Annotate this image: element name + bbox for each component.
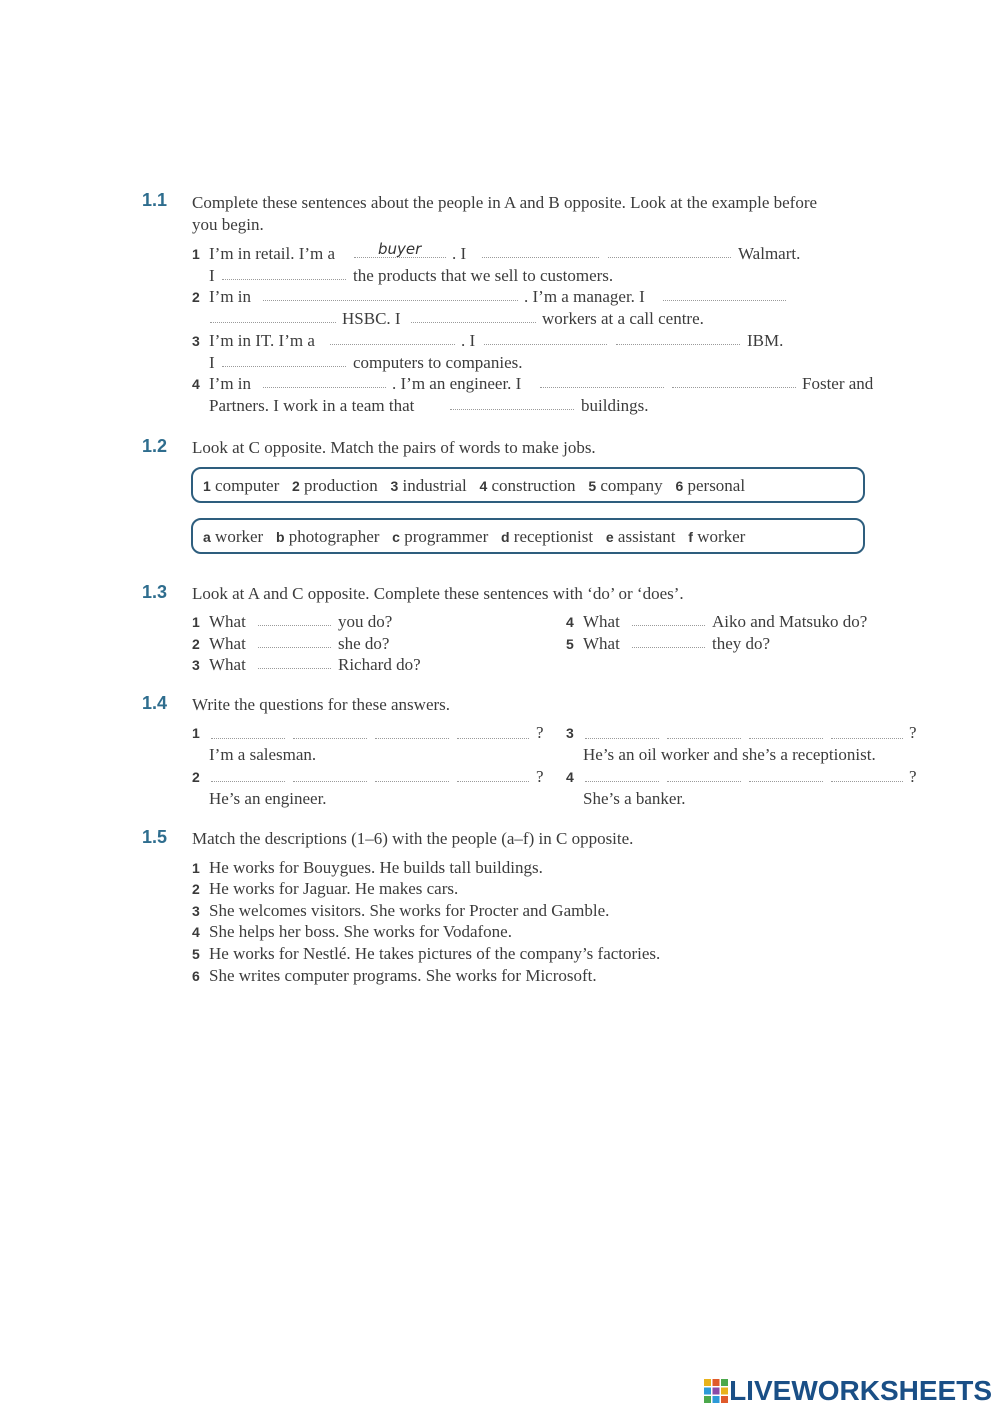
instruction-1-3: Look at A and C opposite. Complete these sentences with ‘do’ or ‘does’. [192, 584, 684, 603]
item-number: 4 [566, 614, 574, 630]
logo-text: LIVEWORKSHEETS [729, 1375, 992, 1406]
word-option[interactable]: computer [215, 476, 280, 495]
item-number: 1 [192, 614, 200, 630]
word-option[interactable]: company [600, 476, 663, 495]
word-key: 3 [390, 478, 399, 494]
sentence-text: HSBC. I [342, 309, 401, 328]
word-key: f [688, 529, 693, 545]
answer-blank[interactable] [450, 409, 574, 410]
question-mark: ? [536, 723, 544, 742]
sentence-text: I’m in [209, 374, 252, 393]
answer-blank[interactable] [749, 738, 823, 739]
answer-blank[interactable] [749, 781, 823, 782]
answer-blank[interactable] [831, 738, 903, 739]
answer-blank[interactable] [457, 738, 529, 739]
word-option[interactable]: receptionist [513, 527, 594, 546]
word-option[interactable]: personal [687, 476, 746, 495]
answer-blank[interactable] [330, 344, 455, 345]
section-number-1-1: 1.1 [142, 190, 168, 210]
sentence-text: What [209, 655, 246, 674]
answer-blank[interactable] [293, 738, 367, 739]
liveworksheets-logo-icon [703, 1378, 729, 1404]
liveworksheets-logo[interactable] [703, 1375, 992, 1407]
word-key: a [203, 529, 211, 545]
answer-blank[interactable] [258, 625, 331, 626]
item-number: 3 [192, 657, 200, 673]
sentence-text: Foster and [802, 374, 874, 393]
item-number: 1 [192, 246, 200, 262]
item-number: 3 [192, 903, 200, 919]
item-number: 5 [192, 946, 200, 962]
sentence-text: . I [452, 244, 467, 263]
section-number-1-4: 1.4 [142, 693, 168, 713]
sentence-text: Partners. I work in a team that [209, 396, 415, 415]
word-list [203, 527, 745, 547]
sentence-text: Aiko and Matsuko do? [712, 612, 868, 631]
sentence-text: I’m in [209, 287, 252, 306]
word-list [203, 476, 745, 496]
answer-blank[interactable] [632, 625, 705, 626]
answer-blank[interactable] [585, 781, 659, 782]
word-key: 2 [292, 478, 300, 494]
item-number: 1 [192, 860, 200, 876]
answer-blank[interactable] [222, 279, 346, 280]
answer-blank[interactable] [540, 387, 664, 388]
section-number-1-5: 1.5 [142, 827, 168, 847]
item-number: 3 [192, 333, 200, 349]
word-key: e [605, 529, 614, 545]
word-option[interactable]: worker [215, 527, 264, 546]
sentence-text: you do? [338, 612, 393, 631]
example-answer: buyer [378, 240, 422, 258]
answer-blank[interactable] [258, 668, 331, 669]
answer-blank[interactable] [210, 322, 336, 323]
sentence-text: What [583, 634, 620, 653]
answer-blank[interactable] [293, 781, 367, 782]
word-option[interactable]: programmer [404, 527, 489, 546]
item-number: 1 [192, 725, 200, 741]
answer-blank[interactable] [375, 781, 449, 782]
sentence-text: I’m in retail. I’m a [209, 244, 336, 263]
question-mark: ? [909, 767, 917, 786]
answer-blank[interactable] [663, 300, 786, 301]
answer-blank[interactable] [484, 344, 607, 345]
item-number: 4 [192, 376, 200, 392]
description-text: She welcomes visitors. She works for Procter and Gamble. [209, 901, 610, 920]
answer-blank[interactable] [211, 781, 285, 782]
sentence-text: I [209, 353, 215, 372]
word-box-first-words [191, 467, 865, 503]
item-number: 4 [192, 924, 200, 940]
sentence-text: I [209, 266, 215, 285]
word-key: d [500, 529, 510, 545]
instruction-1-5: Match the descriptions (1–6) with the people (a–f) in C opposite. [192, 829, 634, 848]
word-option[interactable]: construction [491, 476, 576, 495]
question-mark: ? [536, 767, 544, 786]
item-number: 5 [566, 636, 574, 652]
item-number: 6 [192, 968, 200, 984]
sentence-text: she do? [338, 634, 390, 653]
answer-blank[interactable] [616, 344, 740, 345]
sentence-text: workers at a call centre. [542, 309, 704, 328]
answer-text: She’s a banker. [583, 789, 686, 808]
answer-text: He’s an oil worker and she’s a receptionist. [583, 745, 876, 764]
question-mark: ? [909, 723, 917, 742]
word-option[interactable]: worker [697, 527, 746, 546]
sentence-text: they do? [712, 634, 771, 653]
sentence-text: What [209, 634, 246, 653]
sentence-text: IBM. [747, 331, 784, 350]
item-number: 4 [566, 769, 574, 785]
word-option[interactable]: assistant [617, 527, 676, 546]
answer-text: I’m a salesman. [209, 745, 317, 764]
instruction-1-1-line1: Complete these sentences about the people in A and B opposite. Look at the example before [192, 193, 818, 212]
answer-blank[interactable] [482, 257, 599, 258]
answer-blank[interactable] [375, 738, 449, 739]
instruction-1-2: Look at C opposite. Match the pairs of words to make jobs. [192, 438, 596, 457]
word-option[interactable]: production [304, 476, 378, 495]
item-number: 2 [192, 881, 200, 897]
answer-blank[interactable] [411, 322, 536, 323]
answer-blank[interactable] [222, 366, 346, 367]
item-number: 2 [192, 289, 200, 305]
answer-blank[interactable] [457, 781, 529, 782]
sentence-text: computers to companies. [353, 353, 523, 372]
word-option[interactable]: industrial [402, 476, 467, 495]
item-number: 2 [192, 636, 200, 652]
description-text: She writes computer programs. She works for Microsoft. [209, 966, 597, 985]
answer-blank[interactable] [667, 781, 741, 782]
answer-blank[interactable] [632, 647, 705, 648]
sentence-text: . I’m an engineer. I [392, 374, 522, 393]
sentence-text: Walmart. [738, 244, 801, 263]
word-key: 5 [588, 478, 597, 494]
word-key: b [275, 529, 285, 545]
word-option[interactable]: photographer [288, 527, 380, 546]
answer-blank[interactable] [258, 647, 331, 648]
answer-blank[interactable] [263, 300, 518, 301]
answer-blank[interactable] [667, 738, 741, 739]
word-key: 4 [479, 478, 488, 494]
description-text: She helps her boss. She works for Vodafone. [209, 922, 512, 941]
sentence-text: . I’m a manager. I [524, 287, 645, 306]
sentence-text: I’m in IT. I’m a [209, 331, 315, 350]
sentence-text: Richard do? [338, 655, 421, 674]
section-number-1-3: 1.3 [142, 582, 168, 602]
instruction-1-4: Write the questions for these answers. [192, 695, 451, 714]
description-text: He works for Nestlé. He takes pictures of the company’s factories. [209, 944, 661, 963]
answer-blank[interactable] [672, 387, 796, 388]
sentence-text: What [583, 612, 620, 631]
sentence-text: buildings. [581, 396, 649, 415]
sentence-text: What [209, 612, 246, 631]
item-number: 2 [192, 769, 200, 785]
item-number: 3 [566, 725, 574, 741]
answer-blank[interactable] [211, 738, 285, 739]
answer-blank[interactable] [608, 257, 731, 258]
sentence-text: the products that we sell to customers. [353, 266, 614, 285]
section-number-1-2: 1.2 [142, 436, 168, 456]
answer-blank[interactable] [585, 738, 659, 739]
description-text: He works for Bouygues. He builds tall buildings. [209, 858, 543, 877]
word-box-second-words [191, 518, 865, 554]
answer-blank[interactable] [831, 781, 903, 782]
answer-blank[interactable] [263, 387, 386, 388]
instruction-1-1-line2: you begin. [192, 215, 264, 234]
word-key: 6 [675, 478, 684, 494]
answer-text: He’s an engineer. [209, 789, 327, 808]
word-key: c [392, 529, 400, 545]
sentence-text: . I [461, 331, 476, 350]
description-text: He works for Jaguar. He makes cars. [209, 879, 459, 898]
word-key: 1 [203, 478, 211, 494]
